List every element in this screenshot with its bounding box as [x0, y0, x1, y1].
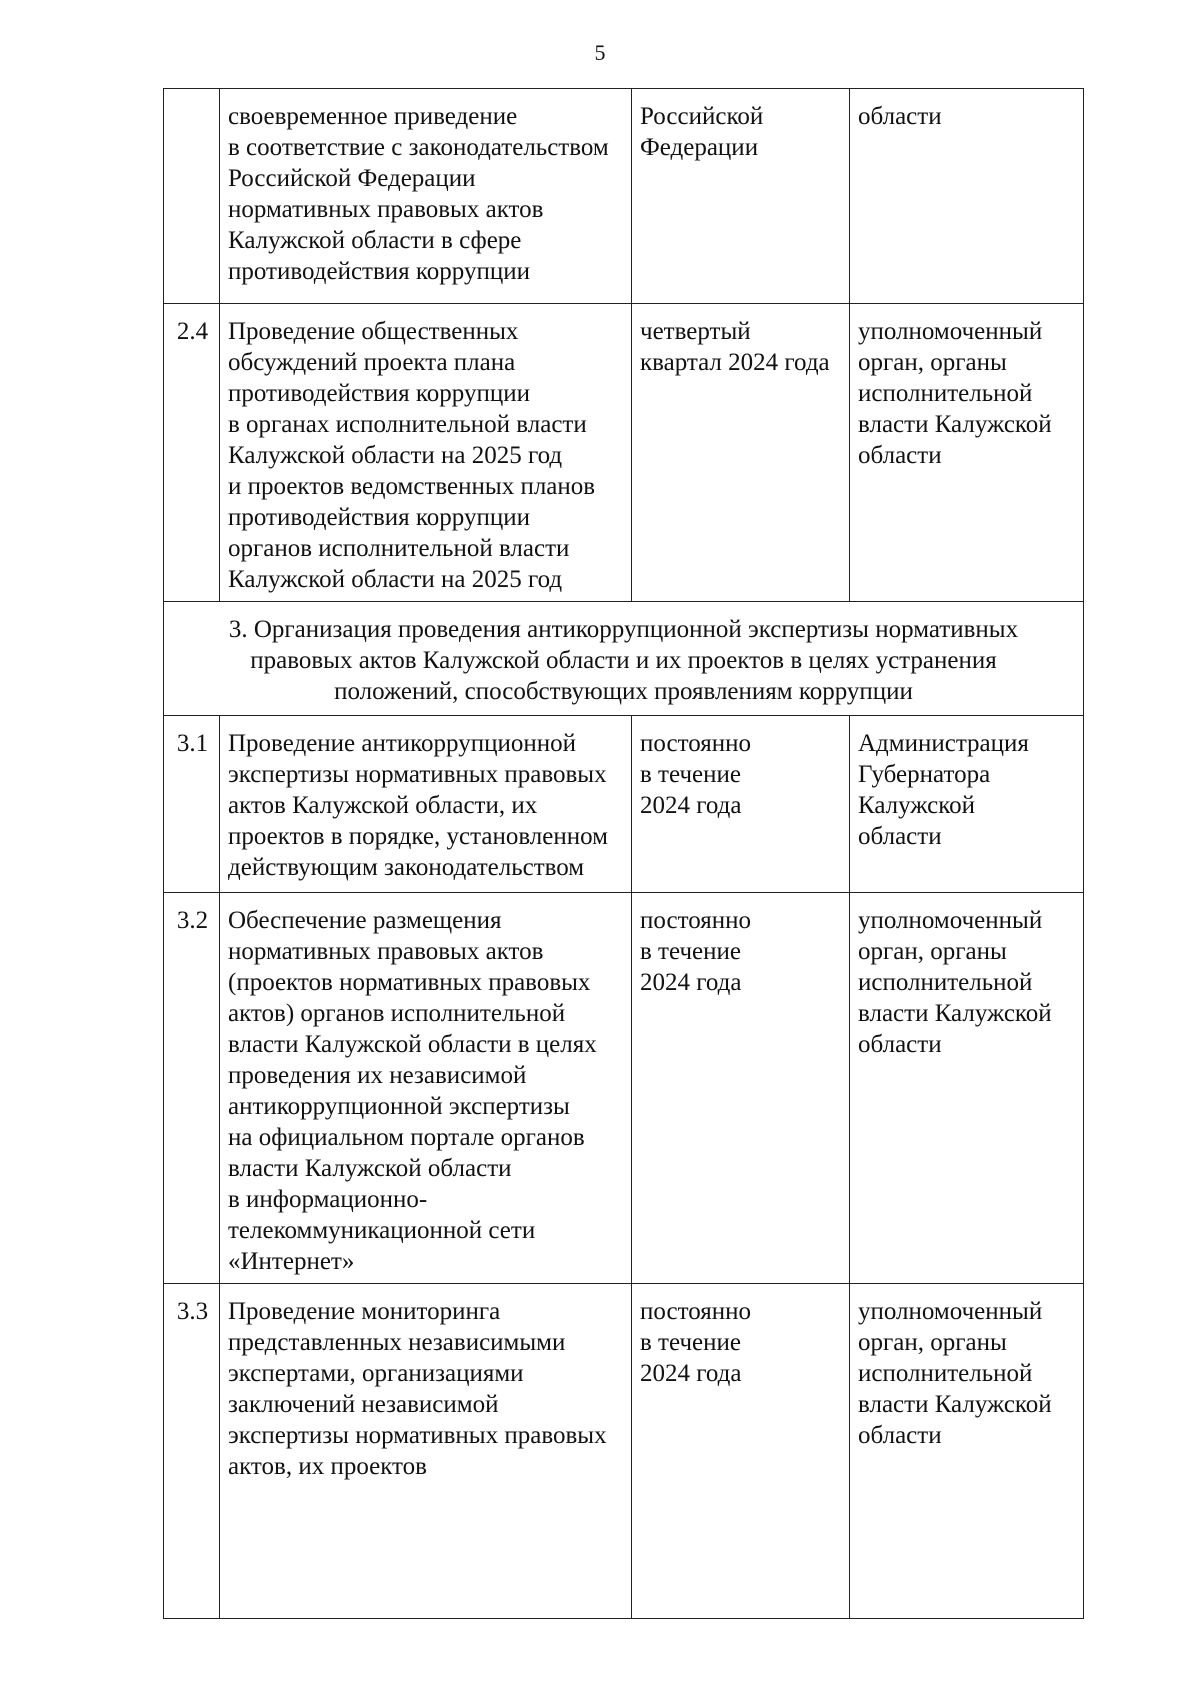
event-cell: Проведение общественных обсуждений проекта плана противодействия коррупции в органах исполнительной власти Калужской области на 2025 год и проектов ведомственных планов противодействия коррупции органов исполнительной власти Калужской области на 2025 год: [220, 304, 632, 602]
anticorruption-plan-table: [163, 88, 1084, 1619]
table-row: [164, 89, 1084, 304]
responsible-cell: уполномоченный орган, органы исполнительной власти Калужской области: [850, 893, 1084, 1284]
section-3-title: 3. Организация проведения антикоррупционной экспертизы нормативных правовых актов Калужской области и их проектов в целях устранения положений, способствующих проявлениям коррупции: [164, 602, 1084, 716]
responsible-cell: Администрация Губернатора Калужской области: [850, 716, 1084, 893]
row-number: 3.2: [164, 893, 220, 1284]
term-cell: постоянно в течение 2024 года: [632, 893, 850, 1284]
event-cell: своевременное приведение в соответствие с законодательством Российской Федерации нормативных правовых актов Калужской области в сфере противодействия коррупции: [220, 89, 632, 304]
page-number: 5: [594, 40, 606, 65]
term-cell: Российской Федерации: [632, 89, 850, 304]
table-row: [164, 893, 1084, 1284]
responsible-cell: области: [850, 89, 1084, 304]
row-number: [164, 89, 220, 304]
term-cell: постоянно в течение 2024 года: [632, 1284, 850, 1619]
responsible-cell: уполномоченный орган, органы исполнительной власти Калужской области: [850, 304, 1084, 602]
row-number: 2.4: [164, 304, 220, 602]
row-number: 3.1: [164, 716, 220, 893]
table-row: [164, 304, 1084, 602]
event-cell: Проведение мониторинга представленных независимыми экспертами, организациями заключений независимой экспертизы нормативных правовых актов, их проектов: [220, 1284, 632, 1619]
section-header-row: [164, 602, 1084, 716]
term-cell: постоянно в течение 2024 года: [632, 716, 850, 893]
table-row: [164, 1284, 1084, 1619]
event-cell: Обеспечение размещения нормативных правовых актов (проектов нормативных правовых актов) органов исполнительной власти Калужской области в целях проведения их независимой антикоррупционной экспертизы на официальном портале органов власти Калужской области в информационно- телекоммуникационной сети «Интернет»: [220, 893, 632, 1284]
responsible-cell: уполномоченный орган, органы исполнительной власти Калужской области: [850, 1284, 1084, 1619]
row-number: 3.3: [164, 1284, 220, 1619]
event-cell: Проведение антикоррупционной экспертизы нормативных правовых актов Калужской области, их проектов в порядке, установленном действующим законодательством: [220, 716, 632, 893]
table-row: [164, 716, 1084, 893]
term-cell: четвертый квартал 2024 года: [632, 304, 850, 602]
